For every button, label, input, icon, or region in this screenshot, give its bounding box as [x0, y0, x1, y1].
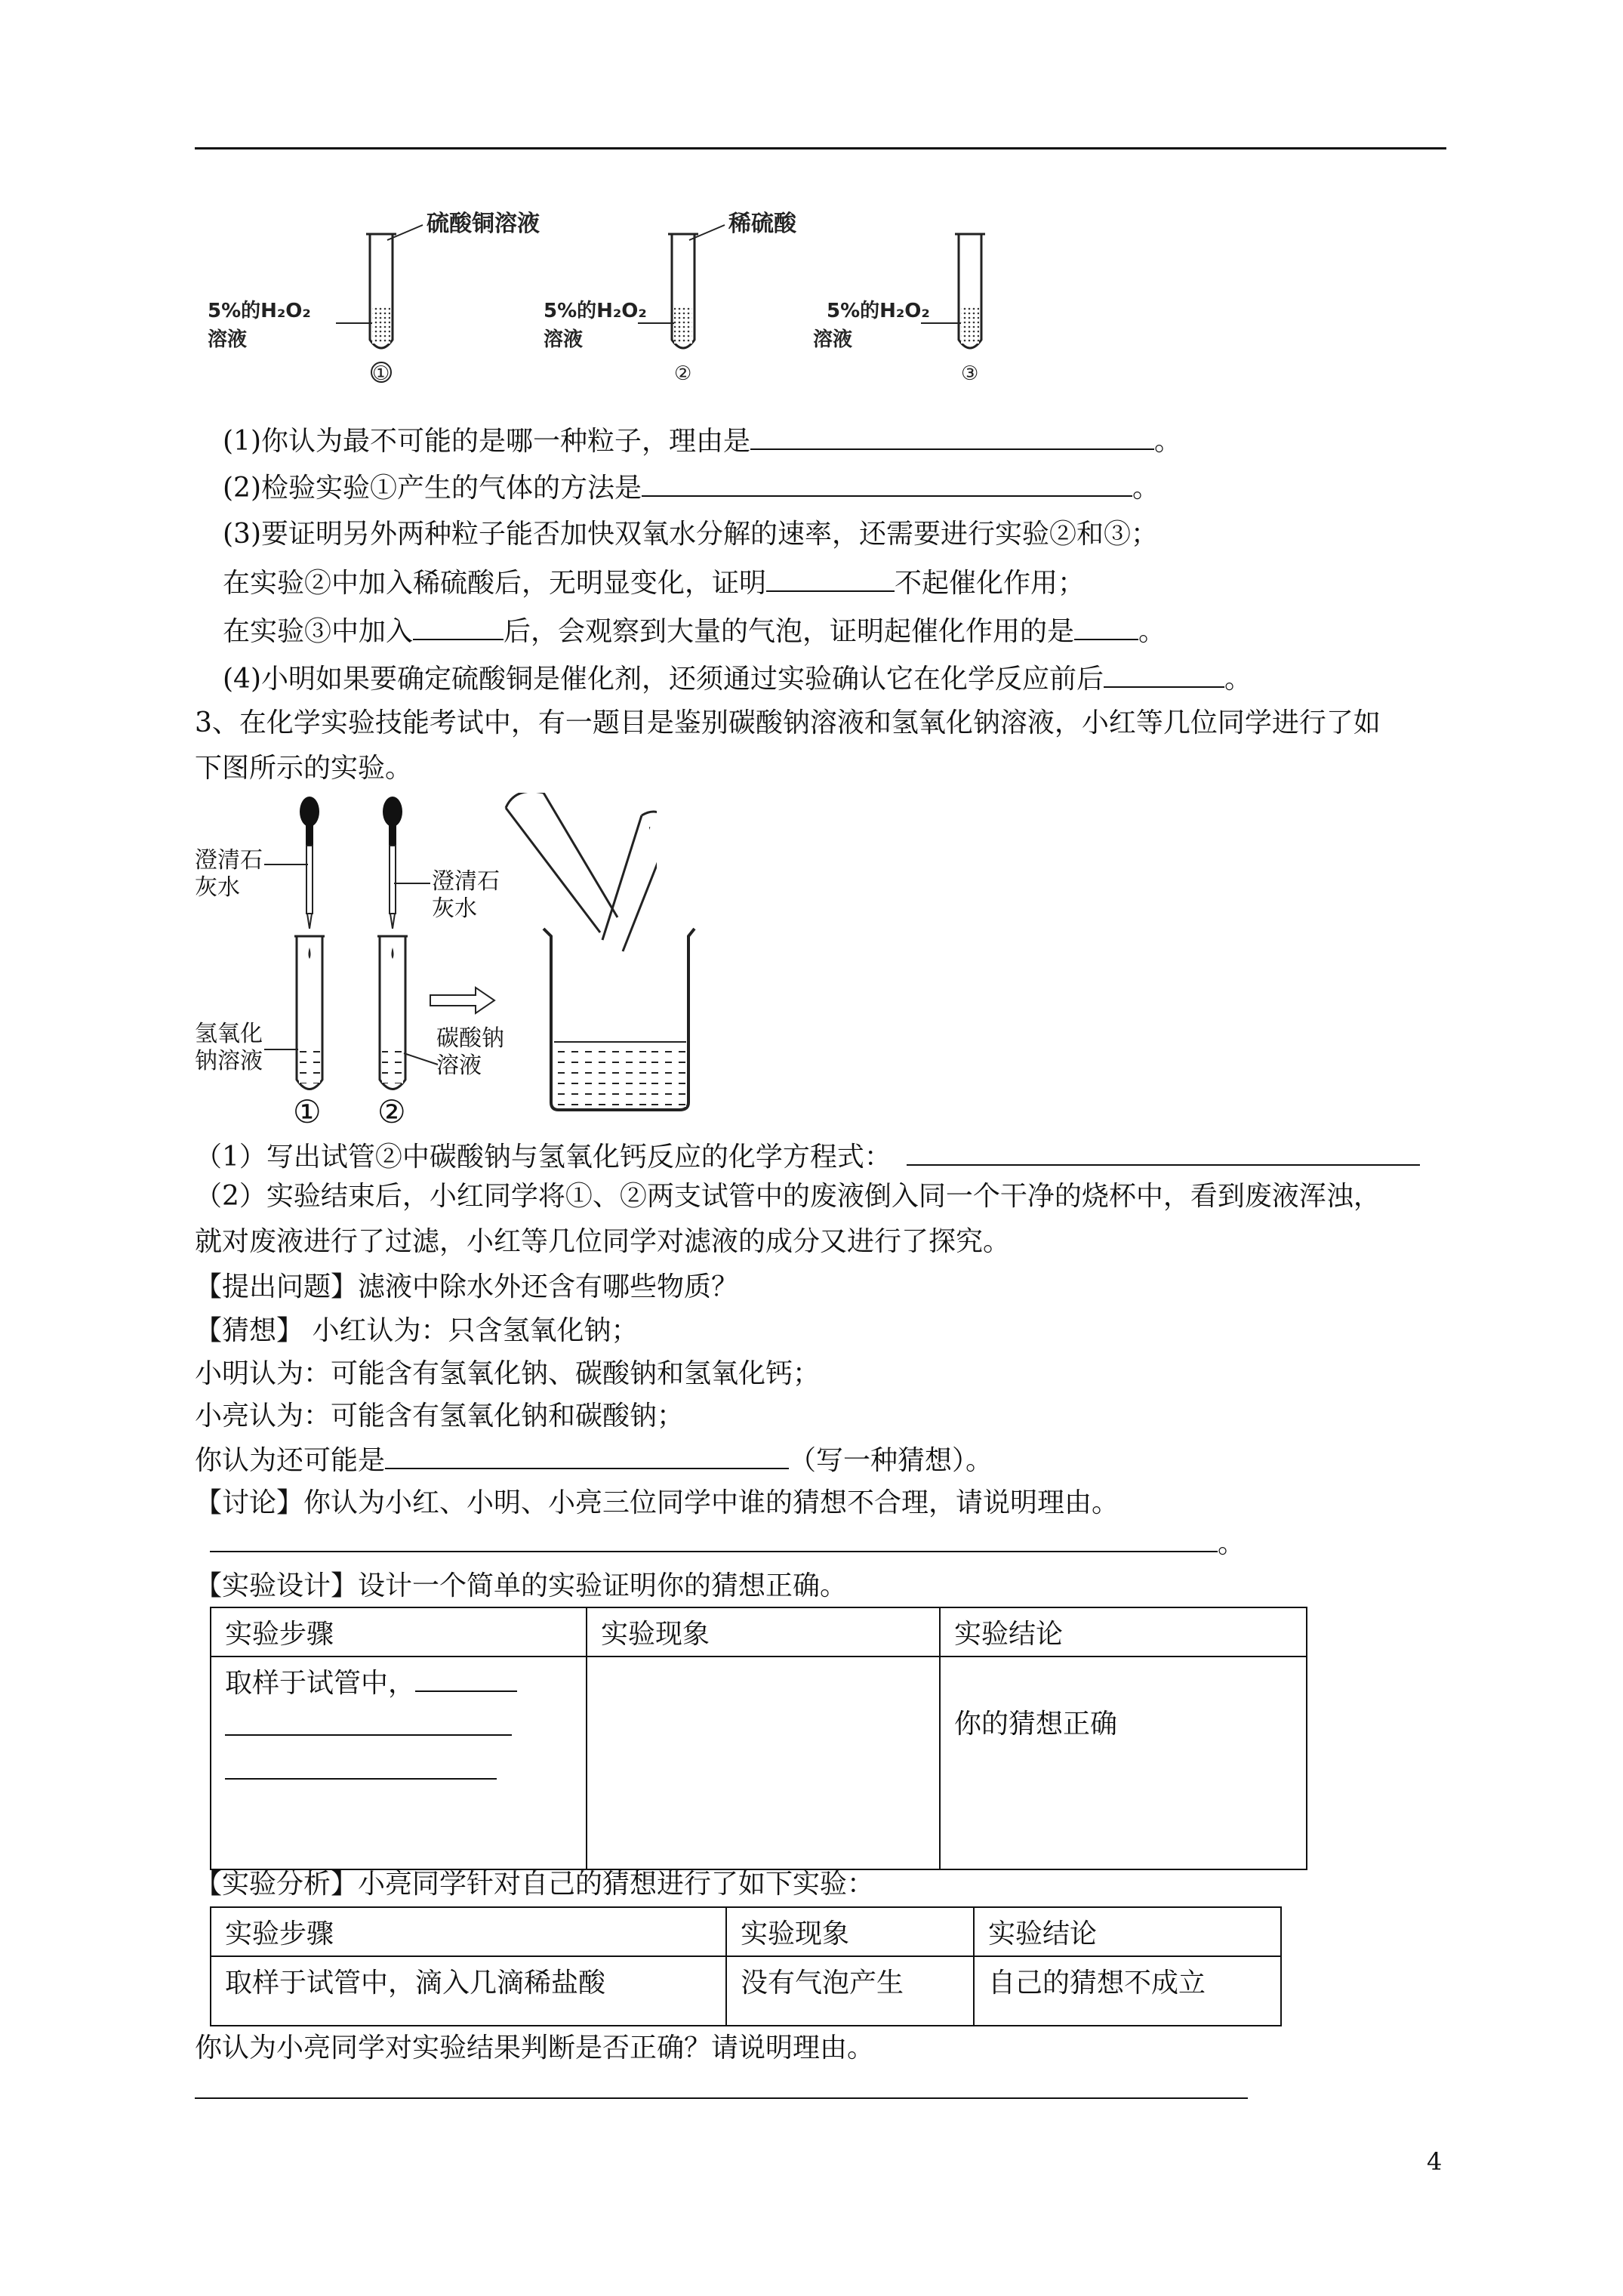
- experiment-analysis: 【实验分析】小亮同学针对自己的猜想进行了如下实验：: [195, 1869, 875, 1900]
- analysis-table: [210, 1906, 1282, 2026]
- test-tube-na2co3: [377, 936, 408, 1089]
- guess-blank[interactable]: [385, 1442, 789, 1469]
- experiment-design: 【实验设计】设计一个简单的实验证明你的猜想正确。: [195, 1570, 848, 1601]
- step-blank-2[interactable]: [225, 1709, 512, 1736]
- test-tube-figure-1: [192, 211, 1023, 393]
- q2-answer-blank-3[interactable]: [766, 565, 895, 592]
- q3-intro-line-2: 下图所示的实验。: [195, 753, 413, 784]
- fig2-number-1: ①: [293, 1093, 322, 1130]
- tube2-top-label: 稀硫酸: [728, 211, 796, 237]
- table1-header-phenomenon: 实验现象: [587, 1607, 940, 1657]
- final-question: 你认为小亮同学对实验结果判断是否正确？请说明理由。: [195, 2032, 875, 2063]
- final-answer-line[interactable]: [195, 2097, 1248, 2099]
- q3-part1: （1）写出试管②中碳酸钠与氢氧化钙反应的化学方程式：: [195, 1139, 1420, 1175]
- q2-line-4: 在实验②中加入稀硫酸后，无明显变化，证明 不起催化作用；: [223, 565, 1085, 601]
- q2-line-1: (1)你认为最不可能的是哪一种粒子，理由是 。: [223, 423, 1181, 459]
- guess-you: 你认为还可能是 （写一种猜想）。: [195, 1442, 993, 1478]
- page-number: 4: [1427, 2147, 1443, 2176]
- dropper-2: [383, 797, 402, 929]
- tube1-h2o2-label: 5%的H₂O₂: [208, 300, 311, 322]
- limewater-label-2: 澄清石 灰水: [432, 868, 500, 922]
- dropper-1: [300, 797, 319, 929]
- q2-answer-blank-2[interactable]: [642, 470, 1132, 497]
- tube2-h2o2-label: 5%的H₂O₂: [544, 300, 647, 322]
- guess-xiaohong: 【猜想】 小红认为：只含氢氧化钠；: [195, 1315, 639, 1346]
- tube3-solution-label: 溶液: [813, 328, 853, 351]
- tube2-number: ②: [674, 362, 692, 385]
- tube1-solution-label: 溶液: [208, 328, 248, 351]
- table1-header-conclusion: 实验结论: [940, 1607, 1307, 1657]
- question-heading: 【提出问题】滤液中除水外还含有哪些物质？: [195, 1271, 739, 1302]
- table2-step-cell: 取样于试管中，滴入几滴稀盐酸: [211, 1956, 726, 2026]
- naoh-solution-label: 氢氧化 钠溶液: [195, 1021, 263, 1074]
- guess-xiaoming: 小明认为：可能含有氢氧化钠、碳酸钠和氢氧化钙；: [195, 1358, 821, 1389]
- test-tube-1: [336, 225, 423, 382]
- q2-line-6: (4)小明如果要确定硫酸铜是催化剂，还须通过实验确认它在化学反应前后 。: [223, 661, 1252, 697]
- table1-step-cell: 取样于试管中，: [211, 1657, 587, 1869]
- test-tube-2: [638, 225, 725, 348]
- q2-answer-blank-6[interactable]: [1104, 661, 1224, 688]
- q2-line-3: (3)要证明另外两种粒子能否加快双氧水分解的速率，还需要进行实验②和③；: [223, 519, 1158, 550]
- header-rule: [195, 147, 1446, 149]
- tube1-top-label: 硫酸铜溶液: [427, 211, 540, 237]
- table2-conclusion-cell: 自己的猜想不成立: [974, 1956, 1281, 2026]
- table2-phenomenon-cell: 没有气泡产生: [726, 1956, 974, 2026]
- guess-xiaoliang: 小亮认为：可能含有氢氧化钠和碳酸钠；: [195, 1401, 685, 1432]
- table2-header-step: 实验步骤: [211, 1907, 726, 1956]
- test-tube-naoh: [294, 936, 325, 1089]
- design-table: [210, 1607, 1307, 1870]
- tilted-tube-left: [506, 793, 617, 932]
- q3-part2-line-2: 就对废液进行了过滤，小红等几位同学对滤液的成分又进行了探究。: [195, 1226, 1011, 1257]
- tube3-number: ③: [961, 362, 979, 385]
- table2-header-conclusion: 实验结论: [974, 1907, 1281, 1956]
- q3-intro-line-1: 3、在化学实验技能考试中，有一题目是鉴别碳酸钠溶液和氢氧化钠溶液，小红等几位同学进行了如: [195, 707, 1381, 738]
- q2-answer-blank-4[interactable]: [413, 613, 504, 640]
- na2co3-solution-label: 碳酸钠 溶液: [436, 1025, 504, 1079]
- tube3-h2o2-label: 5%的H₂O₂: [827, 300, 930, 322]
- table2-header-phenomenon: 实验现象: [726, 1907, 974, 1956]
- fig2-number-2: ②: [377, 1093, 406, 1130]
- test-tube-figure-2: [189, 793, 657, 1140]
- arrow-icon: [430, 988, 494, 1013]
- beaker: [544, 929, 652, 1110]
- q3-part2-line-1: （2）实验结束后，小红同学将①、②两支试管中的废液倒入同一个干净的烧杯中，看到废液浑浊，: [195, 1181, 1381, 1212]
- q2-line-5: 在实验③中加入 后，会观察到大量的气泡，证明起催化作用的是 。: [223, 613, 1166, 649]
- table1-header-step: 实验步骤: [211, 1607, 587, 1657]
- discussion: 【讨论】你认为小红、小明、小亮三位同学中谁的猜想不合理，请说明理由。: [195, 1487, 1119, 1518]
- test-tube-3: [921, 234, 985, 348]
- discussion-blank[interactable]: [210, 1525, 1218, 1552]
- step-blank-1[interactable]: [415, 1665, 517, 1692]
- table1-phenomenon-cell[interactable]: [587, 1657, 940, 1869]
- limewater-label-1: 澄清石 灰水: [195, 847, 263, 901]
- table1-conclusion-cell: 你的猜想正确: [940, 1657, 1307, 1869]
- q2-answer-blank-1[interactable]: [750, 423, 1154, 450]
- q2-line-2: (2)检验实验①产生的气体的方法是 。: [223, 470, 1160, 506]
- discussion-answer-line: 。: [210, 1525, 1245, 1561]
- beaker-right-part: [649, 793, 740, 1140]
- tube2-solution-label: 溶液: [544, 328, 584, 351]
- equation-blank[interactable]: [907, 1139, 1420, 1166]
- step-blank-3[interactable]: [225, 1752, 497, 1780]
- tube1-number: ①: [372, 362, 390, 385]
- q2-answer-blank-5[interactable]: [1074, 613, 1138, 640]
